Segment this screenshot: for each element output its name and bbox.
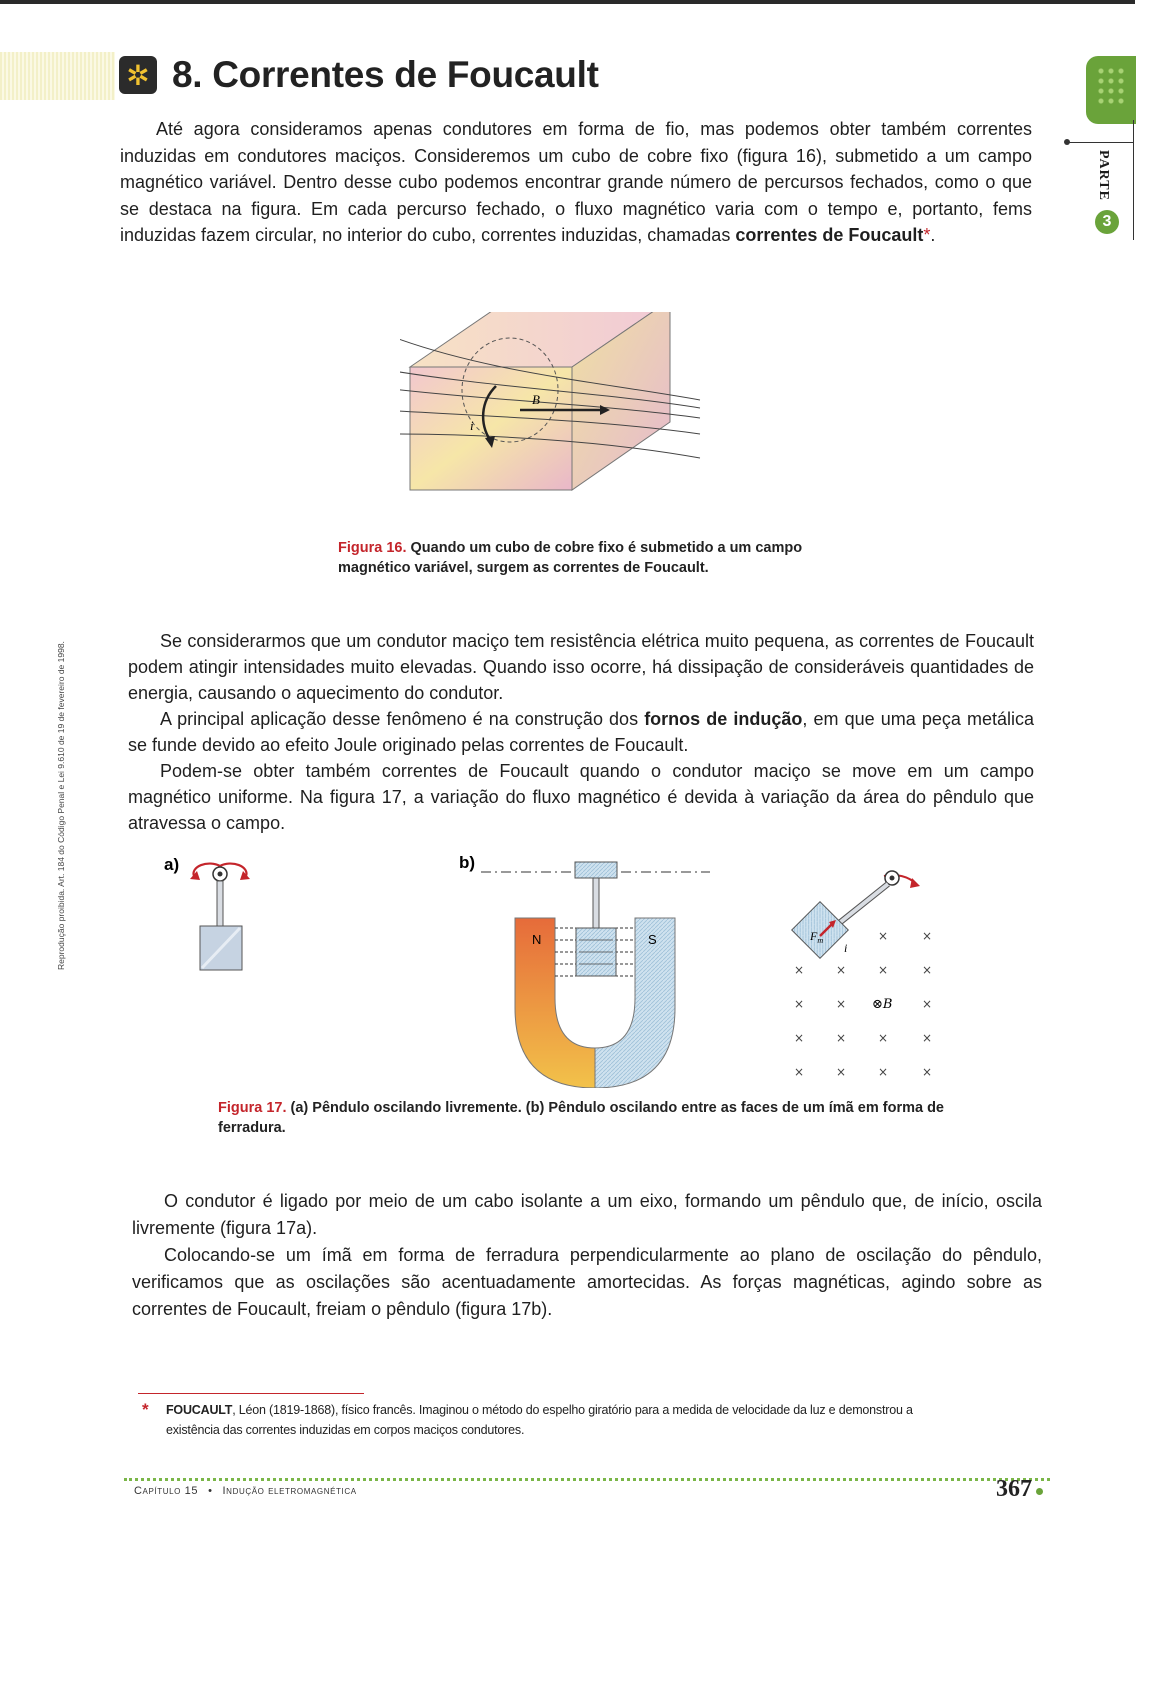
figure-17b-field-diagram: [780, 858, 960, 1088]
svg-text:×: ×: [836, 963, 847, 977]
paragraph-pendulum: O condutor é ligado por meio de um cabo isolante a um eixo, formando um pêndulo que, de início, oscila livremente (figura 17a).: [132, 1191, 1042, 1238]
term-fornos: fornos de indução: [644, 709, 803, 729]
paragraph-moving-conductor: Podem-se obter também correntes de Foucault quando o condutor maciço se move em um campo magnético uniforme. Na figura 17, a variação do fluxo magnético é devida à variação da área do pêndulo que atravessa o campo.: [128, 761, 1034, 833]
heading-band: [0, 52, 115, 100]
section-heading: 8. Correntes de Foucault: [172, 54, 599, 95]
svg-text:×: ×: [922, 1065, 933, 1079]
svg-text:×: ×: [878, 1031, 889, 1045]
page-number: 367: [996, 1476, 1032, 1502]
part-number: 3: [1095, 210, 1119, 234]
legal-notice: Reprodução proibida. Art. 184 do Código Penal e Lei 9.610 de 19 de fevereiro de 1998.: [56, 641, 66, 970]
paragraph-application: A principal aplicação desse fenômeno é na construção dos fornos de indução, em que uma peça metálica se funde devido ao efeito Joule originado pelas correntes de Foucault.: [128, 709, 1034, 755]
force-f-label: $F_m$: [810, 929, 824, 945]
svg-text:×: ×: [794, 1031, 805, 1045]
svg-text:×: ×: [836, 1065, 847, 1079]
field-b-label: B: [532, 392, 540, 407]
chapter-footer: Capítulo 15 • Indução eletromagnética: [134, 1485, 357, 1497]
svg-text:×: ×: [922, 1031, 933, 1045]
svg-text:×: ×: [794, 997, 805, 1011]
svg-text:×: ×: [794, 963, 805, 977]
current-i-label: i: [470, 418, 474, 433]
figure-17-caption: Figura 17. (a) Pêndulo oscilando livremente. (b) Pêndulo oscilando entre as faces de um ímã em forma de ferradura.: [218, 1100, 944, 1136]
svg-text:×: ×: [878, 1065, 889, 1079]
svg-text:×: ×: [922, 963, 933, 977]
south-pole-label: S: [648, 932, 657, 947]
paragraph-intro: Até agora consideramos apenas condutores em forma de fio, mas podemos obter também correntes induzidas em condutores maciços. Consideremos um cubo de cobre fixo (figura 16), submetido a um campo magnético variável. Dentro desse cubo podemos encontrar grande número de percursos fechados, como o que se destaca na figura. Em cada percurso fechado, o fluxo magnético varia com o tempo e, portanto, fems induzidas fazem circular, no interior do cubo, correntes induzidas, chamadas correntes de Foucault*.: [120, 119, 1032, 245]
svg-text:×: ×: [794, 1065, 805, 1079]
svg-text:×: ×: [878, 963, 889, 977]
figure-17b-magnet: [455, 848, 735, 1088]
svg-text:×: ×: [836, 997, 847, 1011]
top-border: [0, 0, 1135, 4]
page-dot: [1036, 1488, 1043, 1495]
part-label: PARTE: [1096, 150, 1111, 201]
footnote-name: FOUCAULT: [166, 1403, 233, 1417]
north-pole-label: N: [532, 932, 542, 947]
part-tab: [1086, 56, 1136, 124]
svg-text:×: ×: [878, 929, 889, 943]
footnote: * FOUCAULT, Léon (1819-1868), físico francês. Imaginou o método do espelho giratório para a medida de velocidade da luz e demonstrou a existência das correntes induzidas em corpos maciços condutores.: [142, 1400, 913, 1437]
paragraph-magnet: Colocando-se um ímã em forma de ferradura perpendicularmente ao plano de oscilação do pêndulo, verificamos que as oscilações são acentuadamente amortecidas. As forças magnéticas, agindo sobre as correntes de Foucault, freiam o pêndulo (figura 17b).: [132, 1245, 1042, 1319]
side-vertical-rule: [1133, 120, 1134, 240]
panel-a-label: a): [164, 855, 180, 874]
figure-17a-pendulum: [150, 852, 290, 1000]
figure-16-cube: [400, 312, 760, 512]
figure-16-caption: Figura 16. Quando um cubo de cobre fixo é submetido a um campo magnético variável, surgem as correntes de Foucault.: [338, 540, 803, 576]
footer-dotted-rule: [124, 1478, 1050, 1481]
footnote-rule: [138, 1393, 364, 1394]
svg-text:×: ×: [922, 929, 933, 943]
term-foucault: correntes de Foucault: [735, 225, 924, 245]
paragraph-resistance: Se considerarmos que um condutor maciço tem resistência elétrica muito pequena, as correntes de Foucault podem atingir intensidades muito elevadas. Quando isso ocorre, há dissipação de consideráveis quantidades de energia, causando o aquecimento do condutor.: [128, 631, 1034, 703]
side-rule: [1066, 142, 1134, 143]
gear-icon: ✲: [119, 56, 157, 94]
svg-text:×: ×: [922, 997, 933, 1011]
svg-text:×: ×: [836, 1031, 847, 1045]
field-into-page-label: ⊗B: [872, 997, 893, 1012]
panel-b-label: b): [459, 853, 476, 872]
footnote-marker: *: [142, 1400, 149, 1419]
current-i-label-17: i: [844, 941, 848, 955]
